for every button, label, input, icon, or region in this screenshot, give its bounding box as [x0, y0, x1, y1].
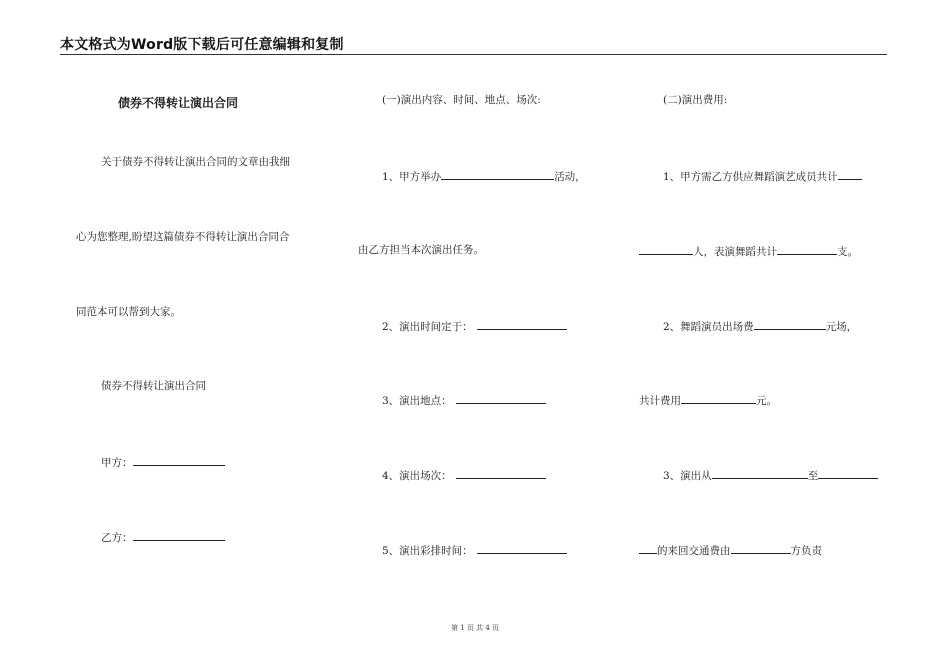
party-a-label: 甲方： — [101, 457, 133, 469]
fee-3-end: 方负责 — [790, 545, 822, 557]
fee-3-cont: 的来回交通费由 — [657, 545, 731, 557]
document-title: 债券不得转让演出合同 — [118, 96, 239, 110]
fee-3-mid: 至 — [807, 470, 819, 482]
item-2-label: 2、演出时间定于： — [382, 321, 473, 333]
item-5-row — [382, 542, 567, 558]
doc-header-title: 本文格式为Word版下载后可任意编辑和复制 — [60, 37, 344, 53]
party-a-blank[interactable] — [133, 454, 225, 466]
fee-3-blank-c[interactable] — [639, 542, 657, 554]
item-1-suffix: 活动， — [554, 171, 586, 183]
fee-1-mid-label: 人，表演舞蹈共计 — [693, 246, 777, 258]
item-5-blank[interactable] — [477, 542, 567, 554]
fee-2-row — [663, 318, 857, 334]
fee-2-total-blank[interactable] — [681, 392, 756, 404]
fee-3-blank-b[interactable] — [818, 467, 878, 479]
contract-subtitle: 债券不得转让演出合同 — [101, 380, 206, 392]
fee-2-total-suffix: 元。 — [756, 395, 777, 407]
item-2-row — [382, 318, 567, 334]
item-4-row — [382, 467, 546, 483]
fee-3-row — [663, 467, 878, 483]
item-1-row — [382, 168, 586, 184]
item-3-label: 3、演出地点： — [382, 395, 452, 407]
fee-2-total-prefix: 共计费用 — [639, 395, 681, 407]
page-footer: 第 1 页 共 4 页 — [450, 624, 500, 632]
item-5-label: 5、演出彩排时间： — [382, 545, 473, 557]
item-1-blank[interactable] — [441, 168, 554, 180]
item-3-blank[interactable] — [456, 392, 546, 404]
fee-1-row — [663, 168, 862, 184]
section-2-heading: (二)演出费用: — [663, 94, 728, 106]
item-4-label: 4、演出场次： — [382, 470, 452, 482]
fee-3-blank-d[interactable] — [731, 542, 791, 554]
fee-2-blank[interactable] — [754, 318, 826, 330]
fee-2-total-row — [639, 392, 777, 408]
fee-1-blank-a[interactable] — [838, 168, 862, 180]
item-3-row — [382, 392, 546, 408]
item-4-blank[interactable] — [456, 467, 546, 479]
fee-1-end-label: 支。 — [837, 246, 858, 258]
fee-3-prefix: 3、演出从 — [663, 470, 712, 482]
fee-2-suffix: 元场， — [825, 321, 858, 333]
fee-3-continuation-row — [639, 542, 822, 558]
fee-2-prefix: 2、舞蹈演员出场费 — [663, 321, 754, 333]
fee-1-blank-b[interactable] — [639, 243, 693, 255]
party-b-label: 乙方： — [101, 532, 133, 544]
party-a-row — [101, 454, 225, 470]
party-b-row — [101, 529, 225, 545]
fee-3-blank-a[interactable] — [712, 467, 808, 479]
item-1-continuation: 由乙方担当本次演出任务。 — [358, 244, 484, 256]
intro-line-1: 关于债券不得转让演出合同的文章由我细 — [101, 156, 290, 168]
item-1-prefix: 1、甲方举办 — [382, 171, 442, 183]
intro-line-3: 同范本可以帮到大家。 — [76, 306, 181, 318]
party-b-blank[interactable] — [133, 529, 225, 541]
item-2-blank[interactable] — [477, 318, 567, 330]
intro-line-2: 心为您整理,盼望这篇债券不得转让演出合同合 — [76, 231, 290, 243]
section-1-heading: (一)演出内容、时间、地点、场次: — [382, 94, 541, 106]
fee-1-continuation-row — [639, 243, 858, 259]
fee-1-label: 1、甲方需乙方供应舞蹈演艺成员共计 — [663, 171, 838, 183]
fee-1-blank-c[interactable] — [777, 243, 837, 255]
header-rule — [60, 54, 887, 55]
